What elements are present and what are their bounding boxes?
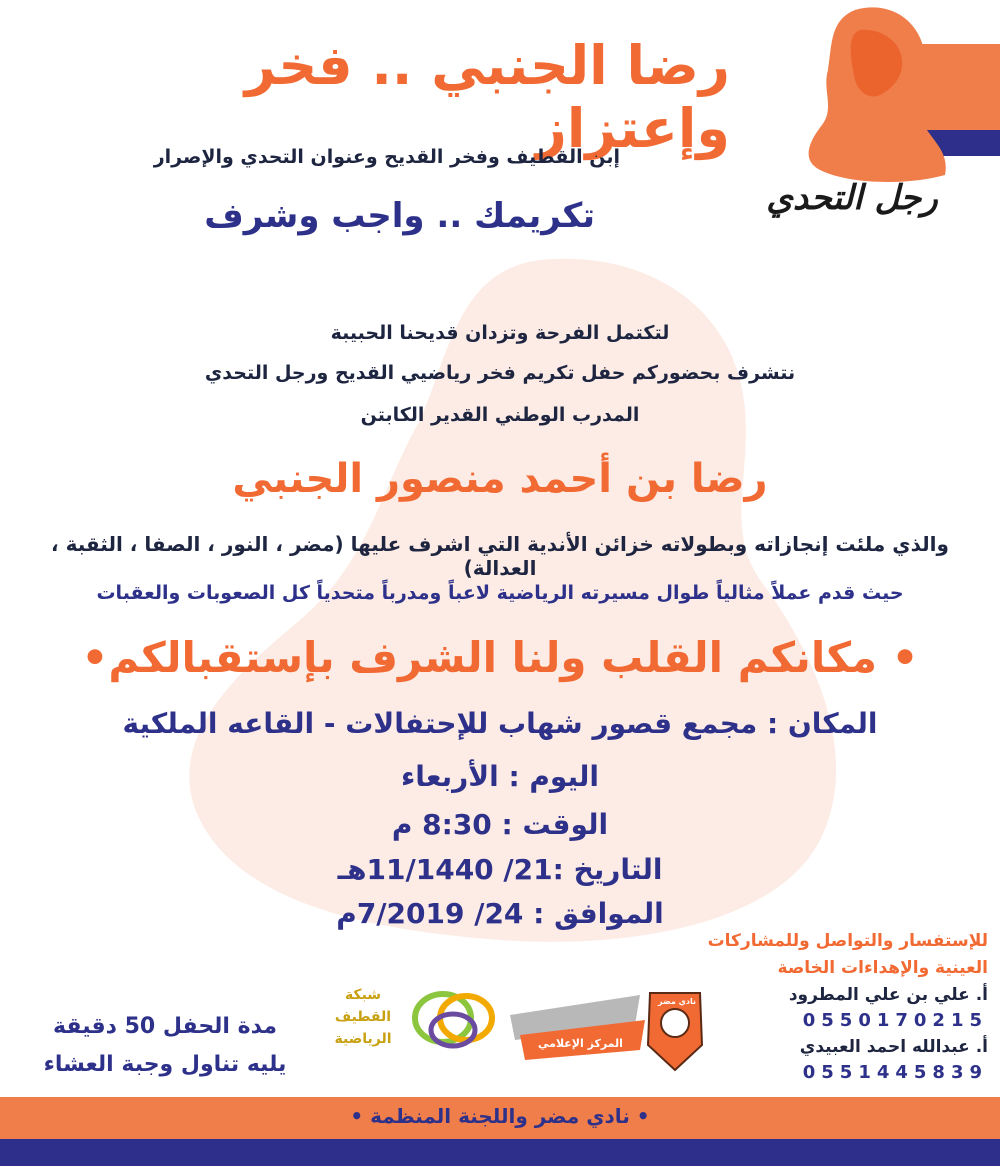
qatif-network-text <box>328 984 398 1050</box>
honoree-name: رضا بن أحمد منصور الجنبي <box>232 456 768 502</box>
honor-tagline: تكريمك .. واجب وشرف <box>204 196 595 236</box>
rings-icon <box>408 978 498 1058</box>
qatif-sports-network-logo <box>328 978 503 1058</box>
duration-line-1: مدة الحفل 50 دقيقة <box>53 1014 277 1039</box>
footer-text: • نادي مضر واللجنة المنظمة • <box>350 1104 650 1128</box>
contact-heading-2: العينية والإهداءات الخاصة <box>777 958 988 978</box>
achievement-line: حيث قدم عملاً مثالياً طوال مسيرته الرياضية لاعباً ومدرباً متحدياً كل الصعوبات والعقبات <box>96 582 904 604</box>
qatif-word: القطيف <box>334 1009 392 1025</box>
contact-phone-1: 0550170215 <box>802 1010 988 1031</box>
duration-line-2: يليه تناول وجبة العشاء <box>43 1052 287 1077</box>
intro-line-3: المدرب الوطني القدير الكابتن <box>360 404 640 426</box>
welcome-line: • مكانكم القلب ولنا الشرف بإستقبالكم• <box>81 633 919 682</box>
contact-phone-2: 0551445839 <box>802 1062 988 1083</box>
subtitle: إبن القطيف وفخر القديح وعنوان التحدي والإصرار <box>153 146 620 168</box>
portrait-silhouette <box>760 0 960 200</box>
event-venue: المكان : مجمع قصور شهاب للإحتفالات - القاعه الملكية <box>122 707 878 740</box>
network-word: شبكة <box>344 987 382 1003</box>
contact-name-1: أ. علي بن علي المطرود <box>788 985 988 1005</box>
event-gregorian-date: الموافق : 24/ 7/2019م <box>336 897 664 930</box>
intro-line-1: لتكتمل الفرحة وتزدان قديحنا الحبيبة <box>330 322 670 344</box>
contact-heading-1: للإستفسار والتواصل وللمشاركات <box>707 931 988 951</box>
main-title: رضا الجنبي .. فخر وإعتزاز <box>244 34 730 160</box>
duration-box <box>20 1008 310 1084</box>
contact-name-2: أ. عبدالله احمد العبيدي <box>799 1037 988 1057</box>
event-hijri-date: التاريخ :21/ 11/1440هـ <box>337 853 663 886</box>
footer-navy-bar <box>0 1139 1000 1166</box>
sports-word: الرياضية <box>334 1031 392 1047</box>
media-center-label: المركز الإعلامي <box>538 1037 623 1050</box>
intro-line-2: نتشرف بحضوركم حفل تكريم فخر رياضيي القديح ورجل التحدي <box>204 362 796 384</box>
clubs-line: والذي ملئت إنجازاته وبطولاته خزائن الأندية التي اشرف عليها (مضر ، النور ، الصفا ، الثقبة ، العدالة) <box>51 532 949 580</box>
event-day: اليوم : الأربعاء <box>400 760 600 793</box>
contact-box <box>688 928 988 1086</box>
club-emblem-group <box>510 985 710 1075</box>
event-time: الوقت : 8:30 م <box>391 808 609 841</box>
club-name-label: نادي مضر <box>658 997 697 1006</box>
challenge-man-logo-text: رجل التحدي <box>766 178 938 218</box>
